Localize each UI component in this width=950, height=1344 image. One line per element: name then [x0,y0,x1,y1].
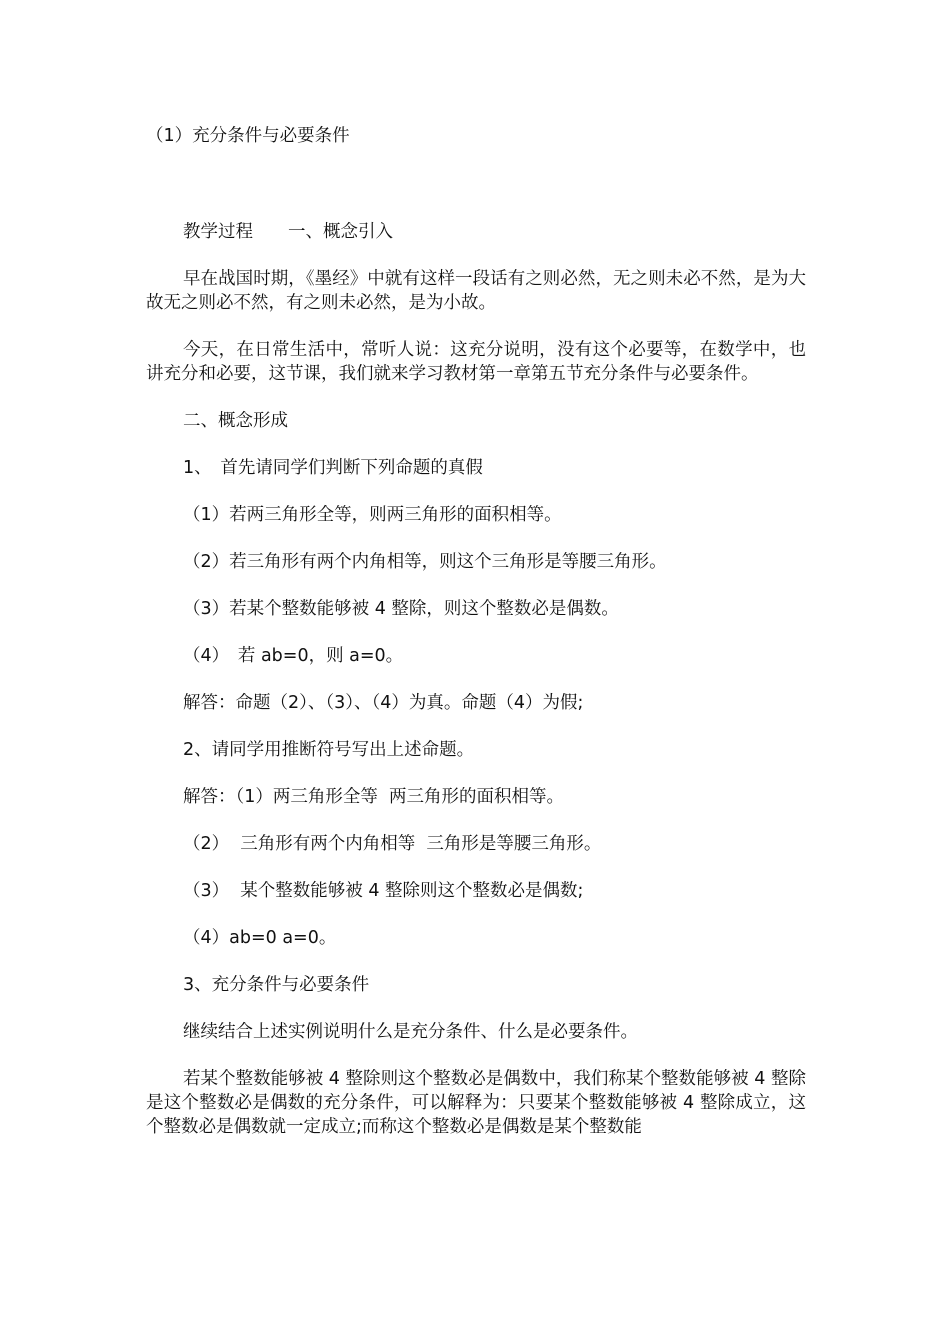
answer-2-item-2: （2） 三角形有两个内角相等 三角形是等腰三角形。 [183,834,602,854]
answer-2-item-4: （4）ab=0 a=0。 [183,928,337,948]
proposition-2: （2）若三角形有两个内角相等，则这个三角形是等腰三角形。 [183,552,667,572]
answer-2-item-1: 解答：（1）两三角形全等 两三角形的面积相等。 [183,787,565,807]
question-2-heading: 2、请同学用推断符号写出上述命题。 [183,740,475,760]
proposition-4: （4） 若 ab=0，则 a=0。 [183,646,404,666]
section-heading-concept: 二、概念形成 [183,411,288,431]
document-body [146,124,806,1162]
answer-1: 解答：命题（2）、（3）、（4）为真。命题（4）为假; [183,693,584,713]
section-heading-intro: 教学过程 一、概念引入 [183,222,393,242]
proposition-1: （1）若两三角形全等，则两三角形的面积相等。 [183,505,562,525]
question-3-heading: 3、充分条件与必要条件 [183,975,370,995]
proposition-3: （3）若某个整数能够被 4 整除，则这个整数必是偶数。 [183,599,619,619]
paragraph-today: 今天，在日常生活中，常听人说：这充分说明，没有这个必要等，在数学中，也讲充分和必要，这节课，我们就来学习教材第一章第五节充分条件与必要条件。 [146,340,806,384]
paragraph-explain: 继续结合上述实例说明什么是充分条件、什么是必要条件。 [183,1022,638,1042]
paragraph-definition: 若某个整数能够被 4 整除则这个整数必是偶数中，我们称某个整数能够被 4 整除是这个整数必是偶数的充分条件，可以解释为：只要某个整数能够被 4 整除成立，这个整数必是偶数就一定成立;而称这个整数必是偶数是某个整数能 [146,1069,806,1137]
answer-2-item-3: （3） 某个整数能够被 4 整除则这个整数必是偶数; [183,881,584,901]
paragraph-history: 早在战国时期，《墨经》中就有这样一段话有之则必然，无之则未必不然，是为大故无之则必不然，有之则未必然，是为小故。 [146,269,806,313]
document-title: （1）充分条件与必要条件 [146,126,350,146]
question-1-heading: 1、 首先请同学们判断下列命题的真假 [183,458,483,478]
